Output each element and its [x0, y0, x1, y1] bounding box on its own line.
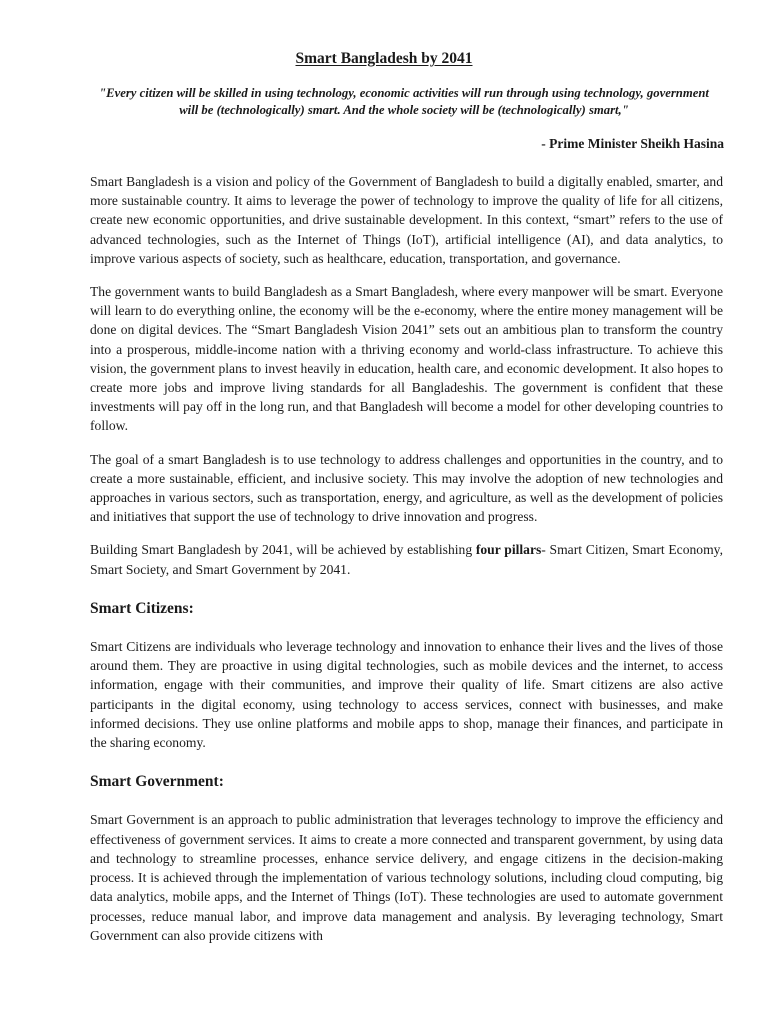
- goal-paragraph: The goal of a smart Bangladesh is to use technology to address challenges and opportunities in the country, and to create a more sustainable, efficient, and inclusive society. This may involve the adoption of new technologies and approaches in various sectors, such as transportation, energy, and agriculture, as well as the development of policies and initiatives that support the use of technology to drive innovation and progress.: [90, 451, 723, 525]
- quote: "Every citizen will be skilled in using technology, economic activities will run through using technology, government will be (technologically) smart. And the whole society will be (technologically) smart,": [99, 86, 709, 117]
- pillars-text-before: Building Smart Bangladesh by 2041, will be achieved by establishing: [90, 542, 476, 558]
- government-plan-paragraph: The government wants to build Bangladesh as a Smart Bangladesh, where every manpower will be smart. Everyone will learn to do everything online, the economy will be the e-economy, where the entire money management will be done on digital devices. The “Smart Bangladesh Vision 2041” sets out an ambitious plan to transform the country into a prosperous, middle-income nation with a thriving economy and world-class infrastructure. To achieve this vision, the government plans to invest heavily in education, health care, and economic development. It also hopes to create more jobs and improve living standards for all Bangladeshis. The government is confident that these investments will pay off in the long run, and that Bangladesh will become a model for other developing countries to follow.: [90, 284, 723, 434]
- section-text-smart-citizens: Smart Citizens are individuals who leverage technology and innovation to enhance their lives and the lives of those around them. They are proactive in using digital technologies, such as mobile devices and the internet, to access information, engage with their communities, and improve their quality of life. Smart citizens are also active participants in the digital economy, using technology to access services, connect with businesses, and make informed decisions. They use online platforms and mobile apps to shop, manage their finances, and participate in the sharing economy.: [90, 639, 723, 751]
- intro-paragraph: Smart Bangladesh is a vision and policy of the Government of Bangladesh to build a digitally enabled, smarter, and more sustainable country. It aims to leverage the power of technology to improve the quality of life for all citizens, create new economic opportunities, and drive sustainable development. In this context, “smart” refers to the use of advanced technologies, such as the Internet of Things (IoT), artificial intelligence (AI), and data analytics, to improve various aspects of society, such as healthcare, education, transportation, and governance.: [90, 174, 723, 266]
- section-heading-smart-citizens: Smart Citizens:: [90, 599, 194, 617]
- document-body: [90, 172, 723, 959]
- section-heading-smart-government: Smart Government:: [90, 773, 224, 791]
- section-text-smart-government: Smart Government is an approach to public administration that leverages technology to improve the efficiency and effectiveness of government services. It aims to create a more connected and transparent government, by using data and technology to streamline processes, enhance service delivery, and engage citizens in the decision-making process. It is achieved through the implementation of various technology solutions, including cloud computing, big data analytics, mobile apps, and the Internet of Things (IoT). These technologies are used to automate government processes, reduce manual labor, and improve data management and analysis. By leveraging technology, Smart Government can also provide citizens with: [90, 812, 723, 943]
- pillars-text-after: - Smart Citizen, Smart Economy, Smart Society, and Smart Government by 2041.: [90, 542, 723, 577]
- pillars-paragraph: [90, 540, 723, 578]
- document-title: Smart Bangladesh by 2041: [295, 50, 473, 67]
- pillars-bold-text: four pillars: [475, 542, 542, 558]
- quote-attribution: - Prime Minister Sheikh Hasina: [541, 136, 724, 151]
